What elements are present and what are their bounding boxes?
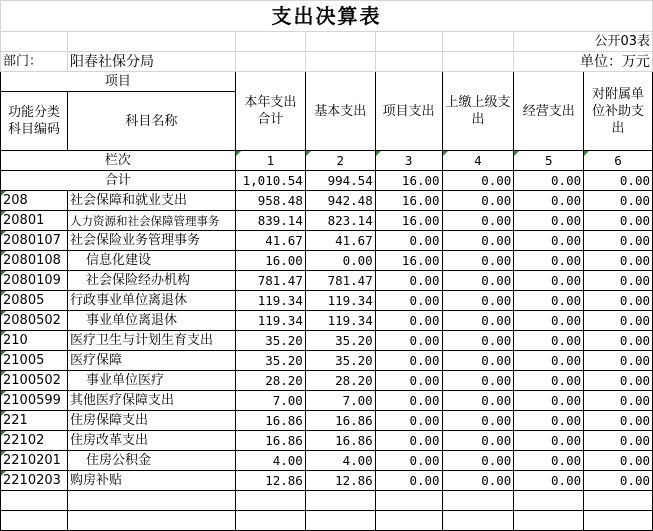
- total-row: [1, 171, 653, 191]
- amount-cell: 0.00: [514, 291, 584, 311]
- subject-name: 医疗卫生与计划生育支出: [67, 331, 235, 351]
- header-name: 科目名称: [67, 92, 235, 151]
- header-col3: 项目支出: [375, 72, 442, 151]
- lanci-num: 3: [375, 151, 442, 171]
- amount-cell: 0.00: [584, 191, 653, 211]
- subject-code: 2080502: [1, 311, 68, 331]
- amount-cell: 28.20: [235, 371, 305, 391]
- amount-cell: 35.20: [235, 351, 305, 371]
- amount-cell: 0.00: [514, 271, 584, 291]
- subject-code: 208: [1, 191, 68, 211]
- dept-name: 阳春社保分局: [67, 52, 235, 72]
- amount-cell: 0.00: [375, 371, 442, 391]
- subject-name: 事业单位医疗: [67, 371, 235, 391]
- subject-code: 2210201: [1, 451, 68, 471]
- amount-cell: 0.00: [442, 311, 514, 331]
- amount-cell: 0.00: [442, 431, 514, 451]
- amount-cell: 119.34: [305, 311, 375, 331]
- total-value: 994.54: [305, 171, 375, 191]
- header-code: 功能分类科目编码: [1, 92, 68, 151]
- amount-cell: 0.00: [584, 411, 653, 431]
- amount-cell: 0.00: [514, 451, 584, 471]
- subject-name: 人力资源和社会保障管理事务: [67, 211, 235, 231]
- amount-cell: 0.00: [514, 411, 584, 431]
- amount-cell: 12.86: [235, 471, 305, 491]
- total-value: 16.00: [375, 171, 442, 191]
- amount-cell: 0.00: [375, 291, 442, 311]
- amount-cell: 16.00: [235, 251, 305, 271]
- amount-cell: 0.00: [375, 331, 442, 351]
- table-row: [1, 231, 653, 251]
- amount-cell: 35.20: [235, 331, 305, 351]
- amount-cell: 0.00: [514, 231, 584, 251]
- subject-name: 社会保险业务管理事务: [67, 231, 235, 251]
- subject-code: 20801: [1, 211, 68, 231]
- amount-cell: 0.00: [375, 451, 442, 471]
- total-value: 0.00: [584, 171, 653, 191]
- amount-cell: 0.00: [584, 391, 653, 411]
- amount-cell: 0.00: [514, 311, 584, 331]
- amount-cell: 0.00: [584, 311, 653, 331]
- amount-cell: 0.00: [514, 191, 584, 211]
- amount-cell: 0.00: [584, 451, 653, 471]
- amount-cell: 7.00: [305, 391, 375, 411]
- header-col4: 上缴上级支出: [442, 72, 514, 151]
- amount-cell: 0.00: [442, 251, 514, 271]
- amount-cell: 0.00: [375, 471, 442, 491]
- subject-code: 2080109: [1, 271, 68, 291]
- amount-cell: 16.86: [235, 411, 305, 431]
- amount-cell: 0.00: [442, 291, 514, 311]
- amount-cell: 16.00: [375, 211, 442, 231]
- header-col2: 基本支出: [305, 72, 375, 151]
- subject-name: 社会保险经办机构: [67, 271, 235, 291]
- amount-cell: 16.86: [235, 431, 305, 451]
- amount-cell: 119.34: [235, 311, 305, 331]
- lanci-num: 2: [305, 151, 375, 171]
- amount-cell: 16.86: [305, 431, 375, 451]
- amount-cell: 0.00: [442, 371, 514, 391]
- amount-cell: 16.86: [305, 411, 375, 431]
- amount-cell: 0.00: [442, 271, 514, 291]
- amount-cell: 0.00: [305, 251, 375, 271]
- amount-cell: 0.00: [514, 331, 584, 351]
- amount-cell: 0.00: [584, 271, 653, 291]
- subject-code: 2210203: [1, 471, 68, 491]
- table-row: [1, 291, 653, 311]
- amount-cell: 0.00: [584, 251, 653, 271]
- amount-cell: 0.00: [375, 351, 442, 371]
- amount-cell: 119.34: [305, 291, 375, 311]
- amount-cell: 0.00: [442, 411, 514, 431]
- total-value: 0.00: [442, 171, 514, 191]
- subject-code: 210: [1, 331, 68, 351]
- lanci-label: 栏次: [1, 151, 236, 171]
- subject-name: 住房改革支出: [67, 431, 235, 451]
- table-row: [1, 191, 653, 211]
- amount-cell: 35.20: [305, 351, 375, 371]
- amount-cell: 0.00: [514, 251, 584, 271]
- amount-cell: 35.20: [305, 331, 375, 351]
- amount-cell: 16.00: [375, 251, 442, 271]
- amount-cell: 0.00: [514, 211, 584, 231]
- amount-cell: 0.00: [442, 331, 514, 351]
- amount-cell: 28.20: [305, 371, 375, 391]
- amount-cell: 0.00: [442, 351, 514, 371]
- amount-cell: 0.00: [442, 231, 514, 251]
- table-row: [1, 411, 653, 431]
- subject-name: 购房补贴: [67, 471, 235, 491]
- amount-cell: 0.00: [584, 371, 653, 391]
- lanci-num: 4: [442, 151, 514, 171]
- header-col1: 本年支出合计: [235, 72, 305, 151]
- dept-label: 部门：: [1, 52, 68, 72]
- amount-cell: 0.00: [514, 431, 584, 451]
- amount-cell: 0.00: [442, 451, 514, 471]
- subject-name: 事业单位离退休: [67, 311, 235, 331]
- amount-cell: 0.00: [375, 411, 442, 431]
- amount-cell: 4.00: [305, 451, 375, 471]
- amount-cell: 41.67: [305, 231, 375, 251]
- amount-cell: 781.47: [305, 271, 375, 291]
- lanci-num: 5: [514, 151, 584, 171]
- header-col5: 经营支出: [514, 72, 584, 151]
- amount-cell: 41.67: [235, 231, 305, 251]
- amount-cell: 119.34: [235, 291, 305, 311]
- lanci-num: 1: [235, 151, 305, 171]
- subject-code: 2080107: [1, 231, 68, 251]
- amount-cell: 0.00: [375, 231, 442, 251]
- total-value: 1,010.54: [235, 171, 305, 191]
- subject-name: 行政事业单位离退休: [67, 291, 235, 311]
- table-row: [1, 331, 653, 351]
- amount-cell: 0.00: [584, 291, 653, 311]
- amount-cell: 0.00: [442, 471, 514, 491]
- amount-cell: 0.00: [584, 431, 653, 451]
- amount-cell: 7.00: [235, 391, 305, 411]
- amount-cell: 0.00: [375, 431, 442, 451]
- amount-cell: 0.00: [514, 351, 584, 371]
- amount-cell: 0.00: [584, 211, 653, 231]
- amount-cell: 0.00: [584, 351, 653, 371]
- amount-cell: 0.00: [375, 391, 442, 411]
- amount-cell: 0.00: [514, 391, 584, 411]
- amount-cell: 0.00: [442, 211, 514, 231]
- header-col6: 对附属单位补助支出: [584, 72, 653, 151]
- subject-code: 21005: [1, 351, 68, 371]
- subject-name: 其他医疗保障支出: [67, 391, 235, 411]
- subject-code: 2100599: [1, 391, 68, 411]
- table-row: [1, 351, 653, 371]
- amount-cell: 781.47: [235, 271, 305, 291]
- lanci-num: 6: [584, 151, 653, 171]
- table-row: [1, 371, 653, 391]
- subject-code: 22102: [1, 431, 68, 451]
- amount-cell: 0.00: [514, 371, 584, 391]
- amount-cell: 0.00: [584, 331, 653, 351]
- amount-cell: 0.00: [584, 471, 653, 491]
- amount-cell: 0.00: [514, 471, 584, 491]
- amount-cell: 0.00: [375, 311, 442, 331]
- table-row: [1, 251, 653, 271]
- page-title: 支出决算表: [1, 1, 653, 32]
- subject-code: 221: [1, 411, 68, 431]
- table-row: [1, 211, 653, 231]
- amount-cell: 0.00: [442, 191, 514, 211]
- subject-name: 住房公积金: [67, 451, 235, 471]
- subject-code: 2100502: [1, 371, 68, 391]
- amount-cell: 0.00: [442, 391, 514, 411]
- amount-cell: 958.48: [235, 191, 305, 211]
- amount-cell: 4.00: [235, 451, 305, 471]
- amount-cell: 16.00: [375, 191, 442, 211]
- subject-code: 20805: [1, 291, 68, 311]
- table-row: [1, 451, 653, 471]
- subject-code: 2080108: [1, 251, 68, 271]
- amount-cell: 823.14: [305, 211, 375, 231]
- table-row: [1, 271, 653, 291]
- amount-cell: 12.86: [305, 471, 375, 491]
- form-code: 公开03表: [514, 32, 653, 52]
- amount-cell: 942.48: [305, 191, 375, 211]
- amount-cell: 839.14: [235, 211, 305, 231]
- header-item: 项目: [1, 72, 236, 92]
- subject-name: 医疗保障: [67, 351, 235, 371]
- table-row: [1, 311, 653, 331]
- total-value: 0.00: [514, 171, 584, 191]
- amount-cell: 0.00: [375, 271, 442, 291]
- table-row: [1, 391, 653, 411]
- subject-name: 信息化建设: [67, 251, 235, 271]
- subject-name: 社会保障和就业支出: [67, 191, 235, 211]
- total-label: 合计: [1, 171, 236, 191]
- table-row: [1, 431, 653, 451]
- table-row: [1, 471, 653, 491]
- unit-label: 单位：万元: [514, 52, 653, 72]
- subject-name: 住房保障支出: [67, 411, 235, 431]
- amount-cell: 0.00: [584, 231, 653, 251]
